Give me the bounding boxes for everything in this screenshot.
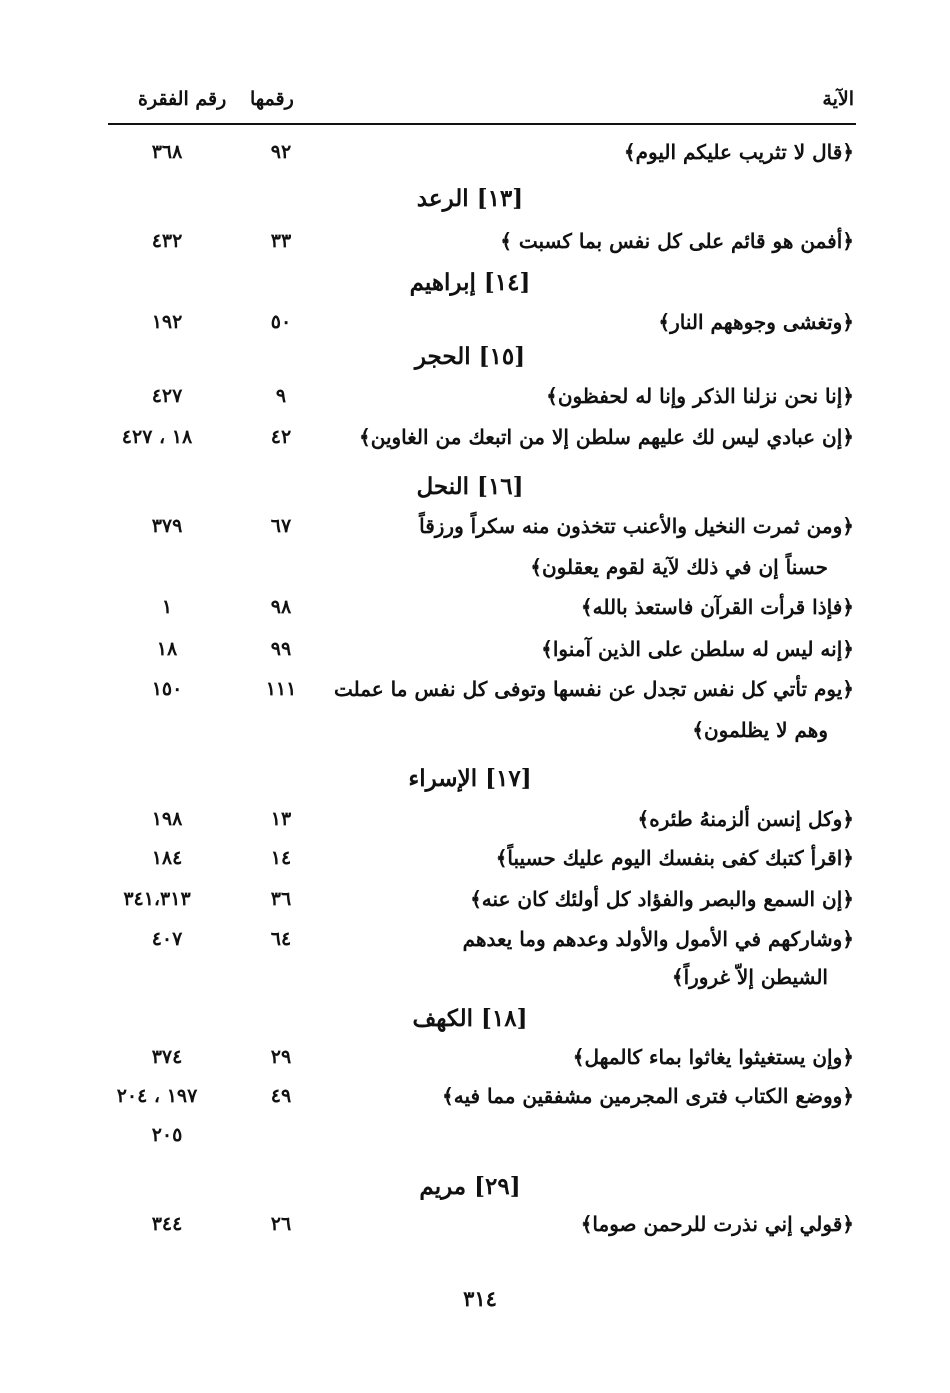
sura-heading: [١٨] الكهف — [412, 1005, 528, 1032]
verse-text: ﴿أفمن هو قائم على كل نفس بما كسبت ﴾ — [500, 229, 854, 253]
paragraph-number: ٤٣٢ — [151, 230, 183, 252]
verse-continuation: وهم لا يظلمون﴾ — [692, 718, 828, 742]
paragraph-number: ٣٧٩ — [151, 515, 183, 537]
sura-heading: [١٣] الرعد — [416, 185, 524, 212]
verse-number: ١٤ — [270, 847, 292, 869]
verse-number: ٦٧ — [270, 515, 292, 537]
verse-number: ٦٤ — [270, 928, 292, 950]
verse-text: ﴿إن السمع والبصر والفؤاد كل أولئك كان عنه﴾ — [470, 887, 854, 911]
verse-number: ١٣ — [270, 808, 292, 830]
verse-text: ﴿وتغشى وجوههم النار﴾ — [658, 310, 854, 334]
verse-number: ٩٢ — [270, 141, 292, 163]
paragraph-number: ١٨ ، ٤٢٧ — [121, 426, 193, 448]
paragraph-number: ١٩٢ — [151, 311, 183, 333]
paragraph-number: ٣٧٤ — [151, 1046, 183, 1068]
paragraph-number: ١٥٠ — [151, 678, 183, 700]
sura-heading: [١٤] إبراهيم — [409, 269, 531, 296]
paragraph-number: ١٨ — [156, 638, 178, 660]
paragraph-number: ١ — [161, 596, 173, 618]
verse-text: ﴿إن عبادي ليس لك عليهم سلطن إلا من اتبعك من الغاوين﴾ — [359, 425, 854, 449]
paragraph-number: ٣٤١،٣١٣ — [123, 888, 191, 910]
column-header-verse: الآية — [822, 88, 854, 110]
verse-continuation: حسناً إن في ذلك لآية لقوم يعقلون﴾ — [530, 555, 828, 579]
verse-number: ٥٠ — [270, 311, 292, 333]
verse-number: ١١١ — [265, 678, 297, 700]
verse-text: ﴿وإن يستغيثوا يغاثوا بماء كالمهل﴾ — [572, 1045, 854, 1069]
paragraph-number: ٣٤٤ — [151, 1213, 183, 1235]
verse-number: ٣٣ — [270, 230, 292, 252]
verse-text: ﴿إنا نحن نزلنا الذكر وإنا له لحفظون﴾ — [546, 384, 854, 408]
verse-text: ﴿ووضع الكتاب فترى المجرمين مشفقين مما فيه﴾ — [442, 1084, 854, 1108]
sura-heading: [٢٩] مريم — [419, 1173, 521, 1200]
verse-number: ٤٢ — [270, 426, 292, 448]
verse-text: ﴿قولي إني نذرت للرحمن صوما﴾ — [580, 1212, 854, 1236]
verse-text: ﴿قال لا تثريب عليكم اليوم﴾ — [623, 140, 854, 164]
paragraph-number: ١٩٧ ، ٢٠٤ — [116, 1085, 198, 1107]
sura-heading: [١٥] الحجر — [414, 343, 526, 370]
paragraph-number: ٣٦٨ — [151, 141, 183, 163]
verse-text: ﴿وشاركهم في الأمول والأولد وعدهم وما يعدهم — [462, 927, 854, 951]
verse-text: ﴿اقرأ كتبك كفى بنفسك اليوم عليك حسيباً﴾ — [495, 846, 854, 870]
verse-number: ٩٨ — [270, 596, 292, 618]
column-header-paragraph-number: رقم الفقرة — [138, 88, 227, 110]
paragraph-number: ٤٢٧ — [151, 385, 183, 407]
verse-number: ٢٦ — [270, 1213, 292, 1235]
verse-number: ٤٩ — [270, 1085, 292, 1107]
verse-continuation: الشيطن إلاّ غروراً﴾ — [671, 965, 828, 989]
verse-number: ٩٩ — [270, 638, 292, 660]
paragraph-number: ١٩٨ — [151, 808, 183, 830]
page-number: ٣١٤ — [463, 1286, 497, 1311]
column-header-verse-number: رقمها — [250, 88, 294, 110]
paragraph-number: ٤٠٧ — [151, 928, 183, 950]
sura-heading: [١٧] الإسراء — [408, 765, 532, 792]
paragraph-number: ١٨٤ — [151, 847, 183, 869]
sura-heading: [١٦] النحل — [416, 473, 524, 500]
verse-text: ﴿ومن ثمرت النخيل والأعنب تتخذون منه سكراً ورزقاً — [419, 514, 854, 538]
verse-text: ﴿وكل إنسن ألزمنهُ طئره﴾ — [637, 807, 854, 831]
verse-number: ٢٩ — [270, 1046, 292, 1068]
verse-text: ﴿إنه ليس له سلطن على الذين آمنوا﴾ — [541, 637, 854, 661]
verse-text: ﴿يوم تأتي كل نفس تجدل عن نفسها وتوفى كل نفس ما عملت — [333, 677, 854, 701]
paragraph-number-continuation: ٢٠٥ — [151, 1124, 183, 1146]
verse-number: ٣٦ — [270, 888, 292, 910]
header-rule — [108, 123, 856, 125]
verse-number: ٩ — [275, 385, 287, 407]
verse-text: ﴿فإذا قرأت القرآن فاستعذ بالله﴾ — [580, 595, 854, 619]
